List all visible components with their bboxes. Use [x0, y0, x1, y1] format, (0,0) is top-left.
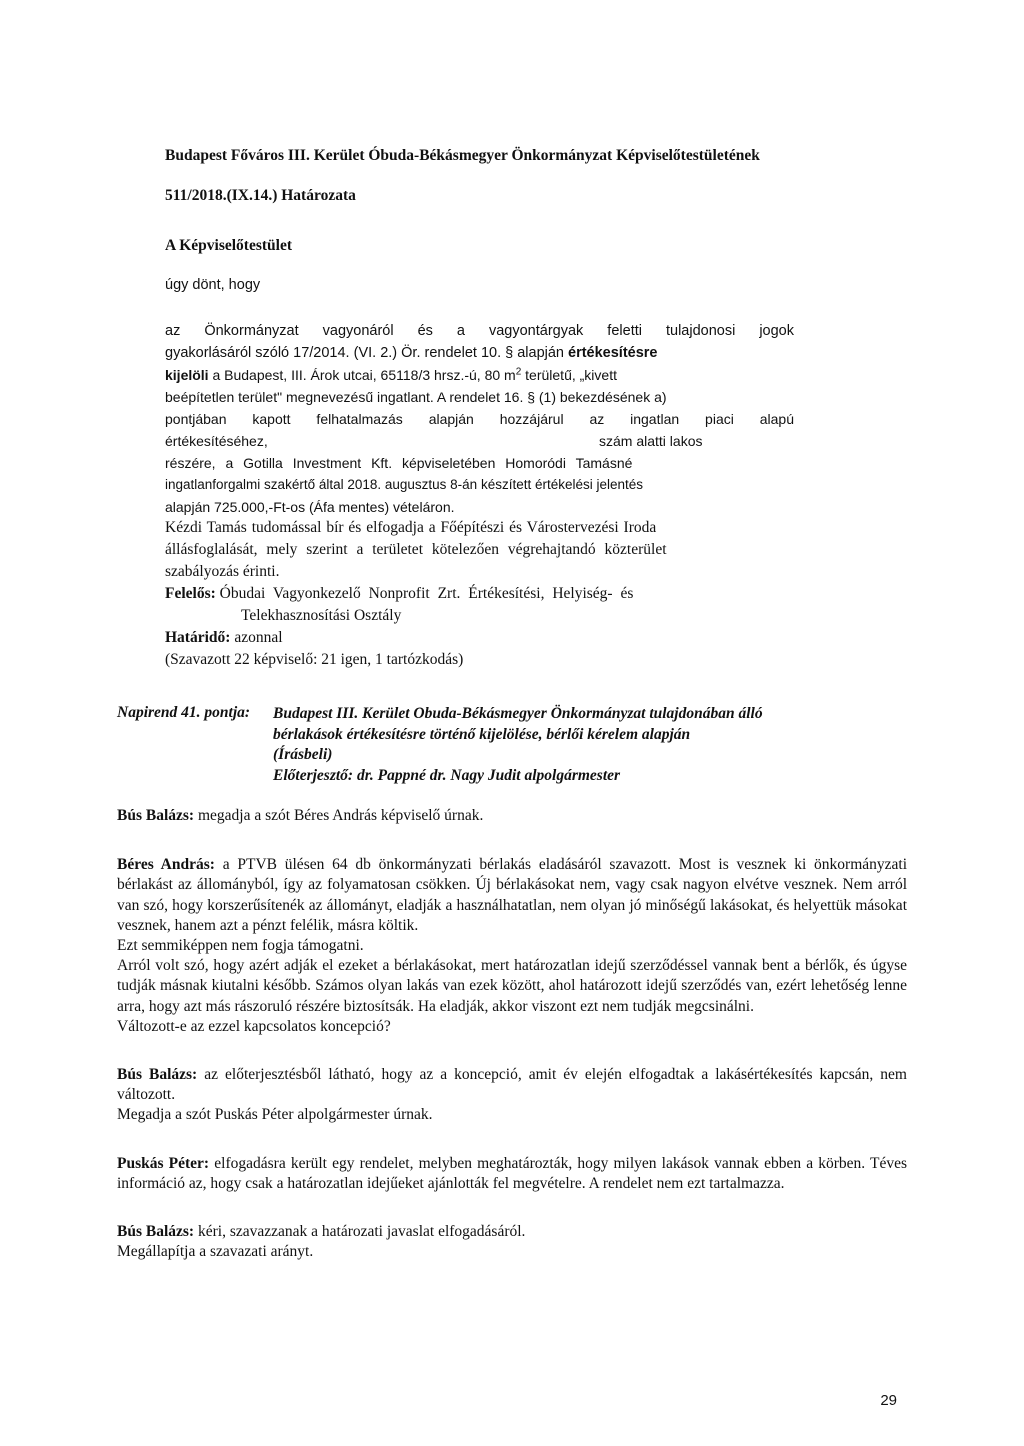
page-number: 29	[880, 1392, 897, 1409]
speech-entry: Bús Balázs: az előterjesztésből látható, hogy az a koncepció, amit év elején elfogadtak a lakásértékesítés kapcsán, nem változott.	[117, 1066, 907, 1104]
speech-line: Megállapítja a szavazati arányt.	[117, 1243, 314, 1261]
responsible-value: Óbudai Vagyonkezelő Nonprofit Zrt. Értékesítési, Helyiség- és	[219, 585, 634, 602]
resolution-text-2	[165, 517, 794, 671]
resolution-line: gyakorlásáról szóló 17/2014. (VI. 2.) Ör. rendelet 10. § alapján értékesítésre	[165, 345, 658, 361]
speaker-name: Béres András:	[117, 856, 215, 874]
discussion	[117, 806, 907, 1262]
resolution-line: az Önkormányzat vagyonáról és a vagyontárgyak feletti tulajdonosi jogok	[165, 323, 794, 339]
speaker-name: Bús Balázs:	[117, 1066, 198, 1084]
deadline-line	[165, 627, 794, 649]
resolution-line: Kézdi Tamás tudomással bír és elfogadja a Főépítészi és Várostervezési Iroda	[165, 519, 657, 536]
speech-entry: Bús Balázs: kéri, szavazzanak a határozati javaslat elfogadásáról.	[117, 1223, 526, 1241]
agenda-label: Napirend 41. pontja:	[117, 704, 251, 721]
speaker-name: Bús Balázs:	[117, 807, 195, 824]
resolution-intro: úgy dönt, hogy	[165, 277, 261, 293]
agenda-title	[273, 704, 763, 786]
vote-result: (Szavazott 22 képviselő: 21 igen, 1 tartózkodás)	[165, 651, 464, 668]
agenda-line: (Írásbeli)	[273, 746, 333, 763]
responsible-label: Felelős:	[165, 585, 216, 602]
resolution-number: 511/2018.(IX.14.) Határozata	[165, 187, 356, 204]
resolution-line: beépítetlen terület" megnevezésű ingatlant. A rendelet 16. § (1) bekezdésének a)	[165, 389, 667, 405]
resolution-body: A Képviselőtestület	[165, 237, 292, 254]
resolution-heading: Budapest Főváros III. Kerület Óbuda-Békásmegyer Önkormányzat Képviselőtestületének	[165, 147, 760, 164]
speech-line: Megadja a szót Puskás Péter alpolgármester úrnak.	[117, 1106, 433, 1124]
resolution-line: állásfoglalását, mely szerint a területet kötelezően végrehajtandó közterület	[165, 541, 667, 558]
speech-line: Változott-e az ezzel kapcsolatos koncepció?	[117, 1017, 391, 1035]
resolution-line: értékesítéséhez, szám alatti lakos	[165, 433, 703, 449]
resolution-line: ingatlanforgalmi szakértő által 2018. augusztus 8-án készített értékelési jelentés	[165, 477, 644, 492]
agenda-line: Budapest III. Kerület Obuda-Békásmegyer Önkormányzat tulajdonában álló	[273, 705, 763, 722]
speech-entry: Bús Balázs: megadja a szót Béres András képviselő úrnak.	[117, 807, 484, 824]
responsible-value-2: Telekhasznosítási Osztály	[241, 607, 402, 624]
resolution-line: alapján 725.000,-Ft-os (Áfa mentes) vételáron.	[165, 499, 455, 515]
deadline-label: Határidő:	[165, 629, 231, 646]
resolution-line: szabályozás érinti.	[165, 563, 280, 580]
responsible-line	[165, 583, 794, 605]
speaker-name: Puskás Péter:	[117, 1154, 210, 1172]
resolution-line: kijelöli a Budapest, III. Árok utcai, 65118/3 hrsz.-ú, 80 $m^2$ területű, „kivett	[165, 366, 617, 383]
speech-line: Ezt semmiképpen nem fogja támogatni.	[117, 937, 364, 955]
agenda-presenter: Előterjesztő: dr. Pappné dr. Nagy Judit alpolgármester	[273, 766, 621, 784]
resolution-text	[165, 320, 794, 518]
deadline-value: azonnal	[234, 629, 283, 646]
agenda-line: bérlakások értékesítésre történő kijelölése, bérlői kérelem alapján	[273, 725, 691, 743]
resolution-line: részére, a Gotilla Investment Kft. képviseletében Homoródi Tamásné	[165, 455, 633, 471]
speech-line: Arról volt szó, hogy azért adják el ezeket a bérlakásokat, mert határozatlan idejű szerződéssel vannak bent a bérlők, és úgyse tudják másnak kiutalni később. Számos olyan lakás van ezek között, ahol határozott idejű szerződés van, ezért lehetőség lenne arra, hogy azt más rászoruló részére biztosítsák. Ha eladják, akkor viszont ezt nem tudják megcsinálni.	[117, 957, 907, 1015]
speech-entry: Béres András: a PTVB ülésen 64 db önkormányzati bérlakás eladásáról szavazott. Most is vesznek ki önkormányzati bérlakást az állományból, így az folyamatosan csökken. Új bérlakásokat nem, vagy csak nagyon elvétve vesznek. Nem arról van szó, hogy korszerűsítenék az állományt, eladják a használhatatlan, nem olyan jó minőségű lakásokat, és helyettük másokat vesznek, hanem azt a pénzt felélik, másra költik.	[117, 856, 908, 934]
resolution-line: pontjában kapott felhatalmazás alapján hozzájárul az ingatlan piaci alapú	[165, 411, 794, 427]
speech-entry: Puskás Péter: elfogadásra került egy rendelet, melyben meghatározták, hogy milyen lakások vannak ebben a körben. Téves információ az, hogy csak a határozatlan idejűeket ajánlották fel megvételre. A rendelet nem ezt tartalmazza.	[117, 1154, 908, 1192]
speaker-name: Bús Balázs:	[117, 1223, 195, 1241]
